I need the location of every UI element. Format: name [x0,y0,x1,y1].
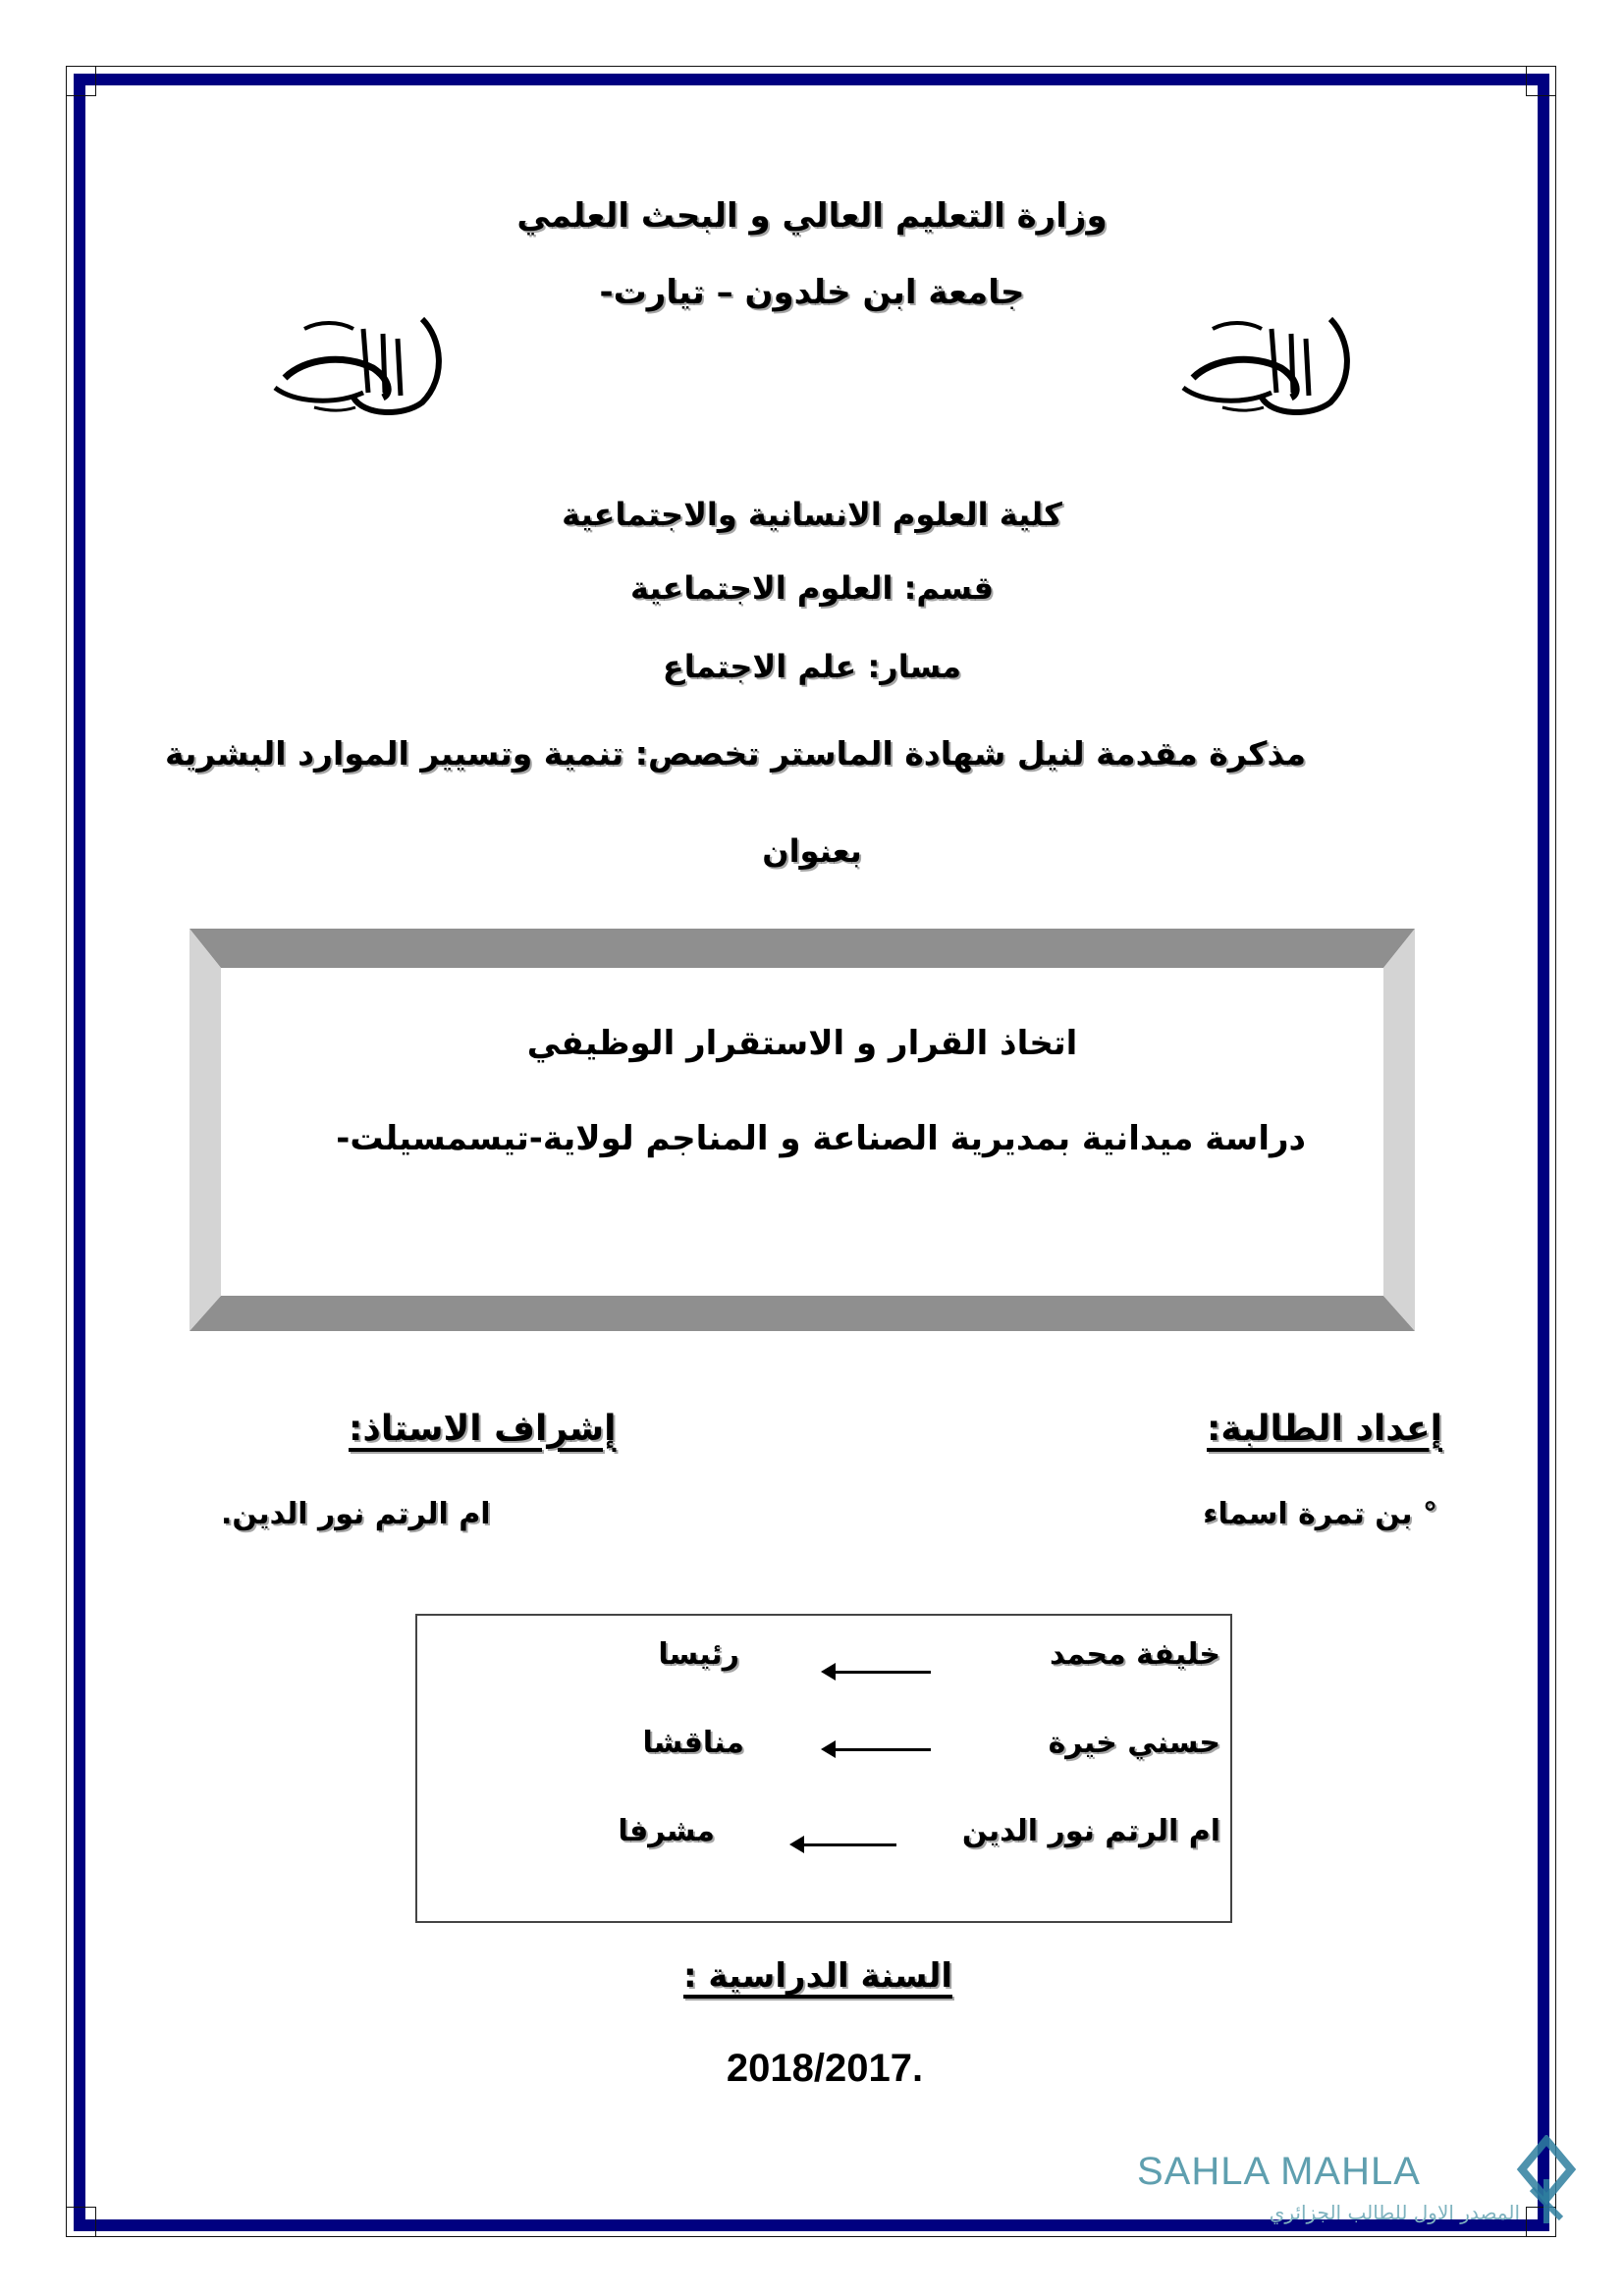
jury-member-role: مشرفا [618,1814,715,1848]
supervisor-name: ام الرتم نور الدين. [221,1497,491,1531]
calligraphy-logo-icon [1154,299,1355,422]
academic-year-value: 2018/2017. [726,2047,924,2090]
ministry-name: وزارة التعليم العالي و البحث العلمي [516,196,1108,236]
jury-member-role: رئيسا [658,1637,739,1672]
bevel-bottom [189,1296,1415,1331]
border-corner-ornament [1526,66,1556,96]
bevel-right [1383,929,1415,1331]
thesis-subtitle: دراسة ميدانية بمديرية الصناعة و المناجم لولاية-تيسمسيلت- [336,1119,1306,1158]
thesis-main-title: اتخاذ القرار و الاستقرار الوظيفي [526,1024,1078,1063]
jury-member-name: حسني خيرة [1048,1726,1220,1760]
arrow-left-icon [835,1671,931,1674]
student-name: ° بن تمرة اسماء [1203,1497,1437,1531]
arrow-left-icon [835,1748,931,1751]
jury-member-name: خليفة محمد [1050,1637,1220,1672]
calligraphy-logo-icon [245,299,447,422]
watermark-title: SAHLA MAHLA [1137,2150,1421,2193]
prepared-by-label: إعداد الطالبة: [1207,1409,1442,1449]
jury-box [415,1614,1232,1923]
thesis-statement: مذكرة مقدمة لنيل شهادة الماستر تخصص: تنمية وتسيير الموارد البشرية [164,734,1306,773]
department-name: قسم: العلوم الاجتماعية [629,569,995,607]
arrow-left-icon [803,1843,896,1846]
bevel-top [189,929,1415,968]
university-logo-right [1154,299,1355,422]
border-corner-ornament [66,66,96,96]
university-name: جامعة ابن خلدون – تيارت- [599,273,1025,312]
faculty-name: كلية العلوم الانسانية والاجتماعية [562,496,1062,533]
jury-member-role: مناقشا [642,1726,744,1760]
supervised-by-label: إشراف الاستاذ: [349,1409,617,1449]
academic-year-label: السنة الدراسية : [682,1956,952,1996]
border-corner-ornament [66,2207,96,2237]
bevel-left [189,929,221,1331]
university-logo-left [245,299,447,422]
jury-member-name: ام الرتم نور الدين [961,1814,1220,1848]
sahla-mahla-logo-icon [1512,2135,1581,2228]
watermark-subtitle: المصدر الاول للطالب الجزائري [1269,2201,1520,2224]
entitled-label: بعنوان [762,832,862,870]
sahla-mahla-watermark [1137,2150,1520,2224]
track-name: مسار: علم الاجتماع [662,648,962,685]
